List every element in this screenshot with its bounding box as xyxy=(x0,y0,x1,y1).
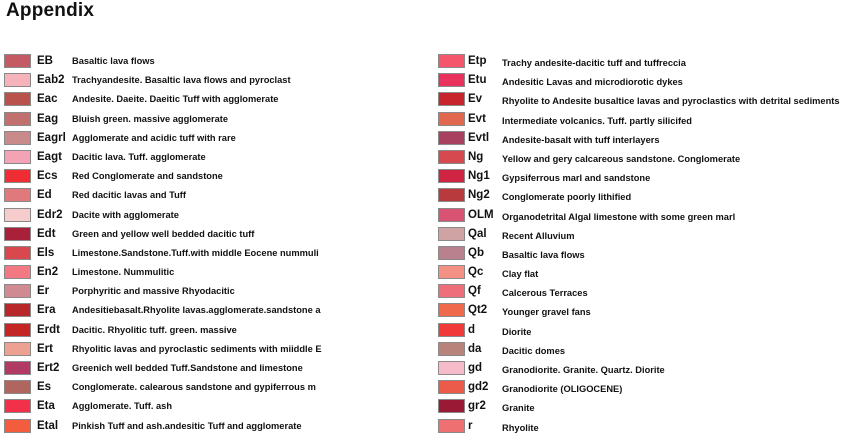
legend-code: En2 xyxy=(37,266,59,279)
legend-item xyxy=(4,206,322,225)
legend-description: Basaltic lava flows xyxy=(502,249,585,260)
legend-item xyxy=(438,186,840,205)
legend-swatch xyxy=(4,419,31,433)
legend-description: Rhyolite xyxy=(502,422,539,433)
legend-item xyxy=(438,359,840,378)
legend-item xyxy=(4,321,322,340)
legend-code: Etal xyxy=(37,419,59,432)
legend-description: Red dacitic lavas and Tuff xyxy=(72,190,187,201)
legend-description: Intermediate volcanics. Tuff. partly silicifed xyxy=(502,115,692,126)
legend-code: r xyxy=(468,419,473,432)
legend-item xyxy=(438,340,840,359)
legend-code: Qt2 xyxy=(468,304,488,317)
legend-swatch xyxy=(438,361,465,375)
legend-item xyxy=(4,148,322,167)
legend-description: Diorite xyxy=(502,326,532,337)
legend-description: Porphyritic and massive Rhyodacitic xyxy=(72,286,235,297)
legend-code: Ng2 xyxy=(468,189,490,202)
legend-item xyxy=(4,244,322,263)
legend-code: da xyxy=(468,342,482,355)
legend-description: Rhyolitic lavas and pyroclastic sediments with miiddle E xyxy=(72,343,322,354)
legend-code: Ert2 xyxy=(37,362,60,374)
legend-swatch xyxy=(438,169,465,183)
legend-item xyxy=(4,340,322,359)
legend-swatch xyxy=(438,112,465,126)
legend-swatch xyxy=(4,399,31,413)
legend-code: Ert xyxy=(37,342,53,355)
legend-code: Els xyxy=(37,246,55,259)
legend-item xyxy=(438,129,840,148)
legend-item xyxy=(438,417,840,436)
legend-code: gd2 xyxy=(468,381,489,394)
legend-code: Etu xyxy=(468,74,487,87)
legend-code: Eab2 xyxy=(37,74,65,87)
legend-description: Green and yellow well bedded dacitic tuff xyxy=(72,228,255,239)
legend-swatch xyxy=(438,323,465,337)
legend-description: Andesite-basalt with tuff interlayers xyxy=(502,134,660,145)
legend-item xyxy=(4,52,322,71)
legend-code: gd xyxy=(468,362,483,374)
legend-description: Andesite. Daeite. Daeitic Tuff with agglomerate xyxy=(72,94,279,105)
legend-description: Dacitic domes xyxy=(502,345,566,356)
legend-code: Eta xyxy=(37,400,55,413)
legend-swatch xyxy=(4,323,31,337)
legend-item xyxy=(4,71,322,90)
legend-description: Limestone. Nummulitic xyxy=(72,267,175,278)
legend-item xyxy=(4,225,322,244)
legend-description: Limestone.Sandstone.Tuff.with middle Eocene nummuli xyxy=(72,247,319,258)
legend-item xyxy=(438,244,840,263)
legend-description: Granodiorite. Granite. Quartz. Diorite xyxy=(502,365,665,375)
legend-code: Qf xyxy=(468,285,481,298)
legend-item xyxy=(438,167,840,186)
legend-code: Qc xyxy=(468,266,484,279)
legend-item xyxy=(438,301,840,320)
legend-swatch xyxy=(438,150,465,164)
legend-code: Ecs xyxy=(37,170,58,183)
legend-swatch xyxy=(4,92,31,106)
legend-description: Andesitiebasalt.Rhyolite lavas.agglomerate.sandstone a xyxy=(72,305,321,316)
legend-code: Evtl xyxy=(468,131,490,144)
legend-description: Clay flat xyxy=(502,269,539,280)
legend-code: OLM xyxy=(468,208,494,221)
legend-item xyxy=(4,378,322,397)
legend-item xyxy=(4,129,322,148)
legend-swatch xyxy=(438,419,465,433)
legend-swatch xyxy=(438,54,465,68)
legend-code: EB xyxy=(37,55,53,67)
legend-description: Recent Alluvium xyxy=(502,230,575,241)
legend-description: Dacitic. Rhyolitic tuff. green. massive xyxy=(72,324,237,335)
legend-swatch xyxy=(438,380,465,394)
legend-item xyxy=(4,90,322,109)
legend-code: Edt xyxy=(37,227,56,240)
legend-description: Calcerous Terraces xyxy=(502,288,588,299)
legend-swatch xyxy=(4,131,31,145)
legend-item xyxy=(4,186,322,205)
legend-swatch xyxy=(438,265,465,279)
legend-swatch xyxy=(438,131,465,145)
legend-swatch xyxy=(4,361,31,375)
legend-code: Edr2 xyxy=(37,208,63,221)
legend-code: Qb xyxy=(468,246,484,259)
legend-item xyxy=(438,110,840,129)
legend-swatch xyxy=(438,246,465,260)
legend-item xyxy=(438,206,840,225)
legend-swatch xyxy=(438,188,465,202)
legend-description: Dacite with agglomerate xyxy=(72,209,179,220)
legend-swatch xyxy=(438,92,465,106)
legend-description: Dacitic lava. Tuff. agglomerate xyxy=(72,151,206,162)
legend-swatch xyxy=(438,399,465,413)
legend-description: Granodiorite (OLIGOCENE) xyxy=(502,384,623,395)
legend-description: Andesitic Lavas and microdiorotic dykes xyxy=(502,77,683,88)
legend-swatch xyxy=(438,342,465,356)
legend-swatch xyxy=(4,208,31,222)
legend-item xyxy=(438,225,840,244)
legend-item xyxy=(4,167,322,186)
legend-item xyxy=(438,148,840,167)
legend-swatch xyxy=(4,246,31,260)
legend-description: Rhyolite to Andesite busaltice lavas and pyroclastics with detrital sediments xyxy=(502,96,840,107)
legend-swatch xyxy=(438,227,465,241)
legend-item xyxy=(438,321,840,340)
legend-swatch xyxy=(4,265,31,279)
legend-code: Era xyxy=(37,304,56,317)
legend-item xyxy=(438,263,840,282)
legend-code: Eagt xyxy=(37,150,62,163)
legend-item xyxy=(438,378,840,397)
legend-description: Red Conglomerate and sandstone xyxy=(72,171,223,182)
legend-description: Granite xyxy=(502,403,535,414)
legend-code: Erdt xyxy=(37,323,60,336)
legend-description: Bluish green. massive agglomerate xyxy=(72,113,229,124)
legend-code: Ng1 xyxy=(468,170,490,183)
legend-column-right xyxy=(438,52,840,436)
legend-swatch xyxy=(4,380,31,394)
legend-description: Organodetrital Algal limestone with some green marl xyxy=(502,211,736,222)
legend-swatch xyxy=(4,342,31,356)
legend-item xyxy=(4,417,322,436)
legend-swatch xyxy=(4,227,31,241)
legend-item xyxy=(4,359,322,378)
legend-code: gr2 xyxy=(468,400,486,413)
legend-description: Greenich well bedded Tuff.Sandstone and limestone xyxy=(72,363,303,373)
legend-item xyxy=(438,71,840,90)
legend-code: Etp xyxy=(468,55,487,67)
legend-code: Ed xyxy=(37,189,52,202)
legend-swatch xyxy=(4,73,31,87)
legend-description: Younger gravel fans xyxy=(502,307,591,318)
page-title: Appendix xyxy=(6,0,95,21)
legend-swatch xyxy=(4,188,31,202)
legend-item xyxy=(438,397,840,416)
legend-description: Agglomerate and acidic tuff with rare xyxy=(72,132,236,143)
legend-description: Gypsiferrous marl and sandstone xyxy=(502,173,651,184)
legend-item xyxy=(4,397,322,416)
legend-code: Ev xyxy=(468,93,483,106)
legend-code: Es xyxy=(37,381,52,394)
legend-item xyxy=(4,301,322,320)
legend-description: Pinkish Tuff and ash.andesitic Tuff and agglomerate xyxy=(72,420,302,431)
legend-item xyxy=(4,263,322,282)
legend-code: Eag xyxy=(37,112,59,125)
legend-code: Er xyxy=(37,285,50,298)
legend-item xyxy=(438,282,840,301)
legend-swatch xyxy=(438,303,465,317)
legend-description: Basaltic lava flows xyxy=(72,56,155,66)
legend-code: Eagrl xyxy=(37,131,66,144)
legend-description: Agglomerate. Tuff. ash xyxy=(72,401,173,412)
legend-swatch xyxy=(4,169,31,183)
legend-code: Qal xyxy=(468,227,487,240)
legend-description: Conglomerate. calearous sandstone and gypiferrous m xyxy=(72,382,316,393)
legend-swatch xyxy=(4,54,31,68)
legend-description: Yellow and gery calcareous sandstone. Conglomerate xyxy=(502,153,741,164)
legend-swatch xyxy=(438,284,465,298)
legend-item xyxy=(438,90,840,109)
legend-item xyxy=(4,282,322,301)
legend-swatch xyxy=(438,73,465,87)
legend-item xyxy=(4,110,322,129)
legend-item xyxy=(438,52,840,71)
legend-swatch xyxy=(4,284,31,298)
legend-code: Evt xyxy=(468,112,486,125)
legend-code: d xyxy=(468,323,476,336)
legend-swatch xyxy=(4,303,31,317)
legend-description: Trachy andesite-dacitic tuff and tuffreccia xyxy=(502,58,686,68)
legend-swatch xyxy=(438,208,465,222)
legend-description: Trachyandesite. Basaltic lava flows and pyroclast xyxy=(72,75,291,86)
legend-code: Eac xyxy=(37,93,58,106)
legend-swatch xyxy=(4,112,31,126)
legend-column-left xyxy=(4,52,322,436)
legend-code: Ng xyxy=(468,150,484,163)
legend-swatch xyxy=(4,150,31,164)
legend-description: Conglomerate poorly lithified xyxy=(502,192,632,203)
